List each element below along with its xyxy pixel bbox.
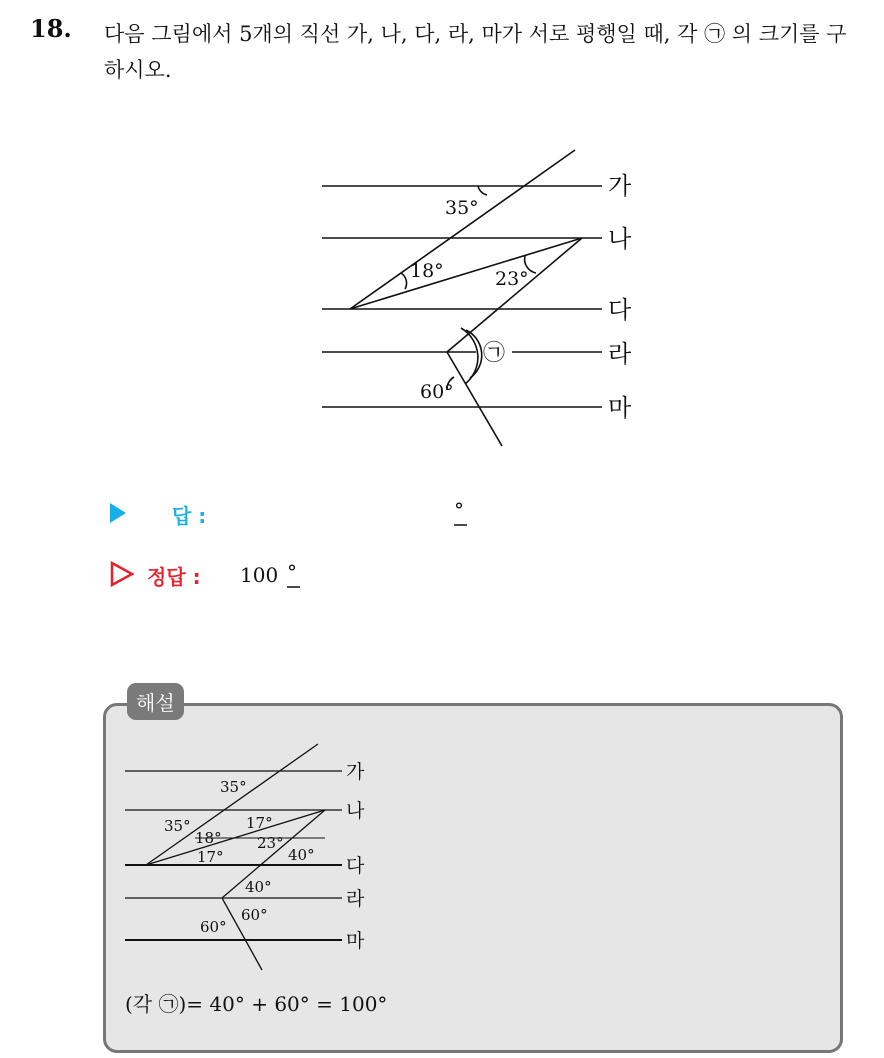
- angle-60: 60°: [420, 381, 454, 403]
- correct-label: 정답 :: [147, 565, 201, 589]
- angle-18: 18°: [410, 260, 444, 282]
- angle-35: 35°: [445, 197, 479, 219]
- label-da: 다: [608, 296, 632, 324]
- svg-text:35°: 35°: [164, 817, 191, 835]
- correct-value: 100: [240, 563, 279, 587]
- svg-text:17°: 17°: [246, 814, 273, 832]
- question-text: 다음 그림에서 5개의 직선 가, 나, 다, 라, 마가 서로 평행일 때, 각 ㉠ 의 크기를 구하시오.: [104, 22, 847, 82]
- angle-23: 23°: [495, 268, 529, 290]
- svg-text:마: 마: [346, 930, 365, 952]
- svg-text:라: 라: [346, 888, 365, 910]
- target-angle-mark: ㉠: [483, 341, 506, 366]
- svg-text:나: 나: [346, 800, 365, 822]
- svg-text:60°: 60°: [200, 918, 227, 936]
- svg-text:40°: 40°: [245, 878, 272, 896]
- correct-unit: °: [287, 560, 297, 584]
- svg-text:60°: 60°: [241, 906, 268, 924]
- solution-equation: (각 ㉠)= 40° + 60° = 100°: [125, 992, 388, 1016]
- svg-text:35°: 35°: [220, 778, 247, 796]
- svg-text:23°: 23°: [257, 834, 284, 852]
- label-ma: 마: [608, 394, 632, 422]
- svg-text:17°: 17°: [197, 848, 224, 866]
- svg-text:다: 다: [346, 855, 365, 877]
- label-na: 나: [608, 225, 632, 253]
- answer-unit: °: [454, 498, 464, 522]
- answer-label: 답 :: [172, 504, 207, 528]
- question-number: 18.: [30, 14, 72, 43]
- svg-text:가: 가: [346, 761, 365, 783]
- label-ra: 라: [608, 340, 632, 368]
- svg-text:40°: 40°: [288, 846, 315, 864]
- solution-tag: 해설: [127, 683, 184, 720]
- svg-text:18°: 18°: [195, 829, 222, 847]
- label-ga: 가: [608, 172, 632, 200]
